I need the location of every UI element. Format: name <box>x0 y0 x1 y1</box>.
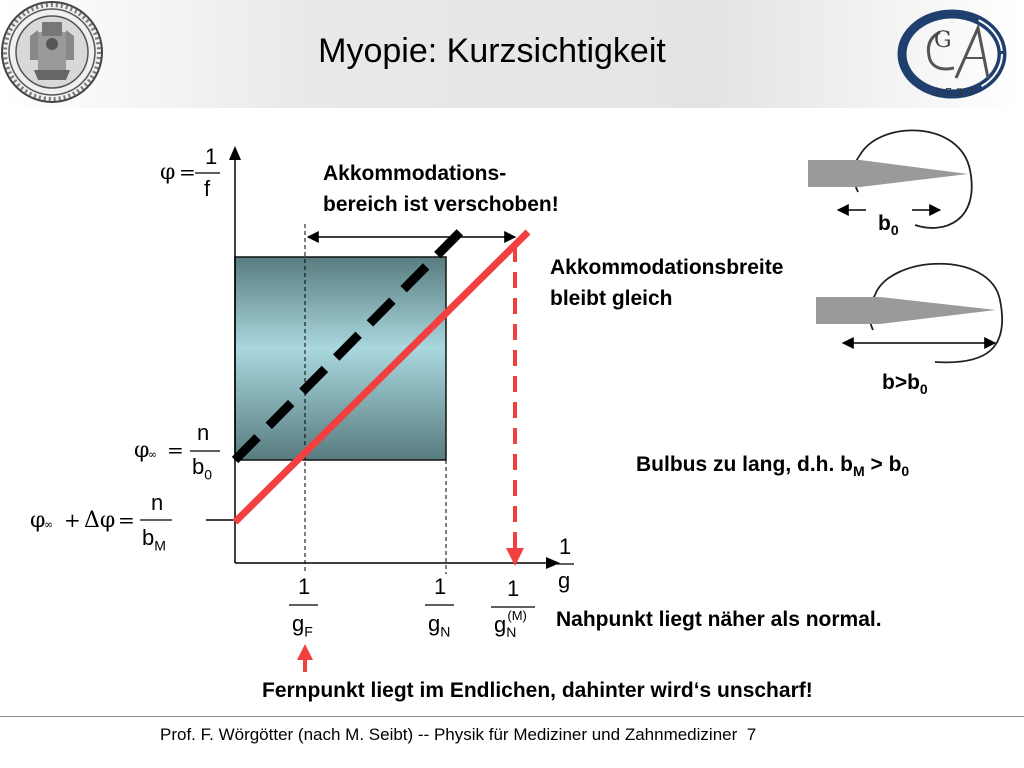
footer-text: Prof. F. Wörgötter (nach M. Seibt) -- Physik für Mediziner und Zahnmediziner <box>160 725 738 744</box>
page-number: 7 <box>746 725 757 744</box>
tick-gn-denominator: $g_N$ <box>428 611 451 640</box>
shift-annotation <box>323 158 559 220</box>
tick-gf-denominator: $g_F$ <box>292 611 313 640</box>
normal-eye-label: $b_0$ <box>878 212 899 239</box>
footer <box>160 725 756 745</box>
normal-eye-beam <box>808 160 968 187</box>
width-annotation-line1: Akkommodationsbreite <box>550 256 784 279</box>
phi-shift-subscript: ∞ <box>44 518 54 531</box>
phi-shift-plus: + <box>64 508 81 532</box>
far-point-arrow-icon <box>297 644 313 660</box>
y-axis-arrow-icon <box>229 146 241 160</box>
near-point-annotation: Nahpunkt liegt näher als normal. <box>556 608 882 631</box>
phi-shift-numerator: n <box>151 490 164 515</box>
phi-inf-subscript: ∞ <box>148 448 158 461</box>
width-annotation <box>550 252 783 314</box>
long-eye-beam <box>816 297 996 324</box>
footer-divider <box>0 716 1024 717</box>
bulbus-annotation: Bulbus zu lang, d.h. $b_M > b_0$ <box>636 453 910 480</box>
phi-shift-equals: = <box>118 508 135 532</box>
phi-shift-symbol: φ <box>30 508 46 533</box>
phi-inf-equals: = <box>167 438 184 462</box>
shift-annotation-line1: Akkommodations- <box>323 162 507 185</box>
x-axis-numerator: 1 <box>559 534 572 559</box>
phi-inf-numerator: n <box>197 420 210 445</box>
tick-gnm-numerator: 1 <box>507 576 520 601</box>
long-eye-label: $b>b_0$ <box>882 371 928 398</box>
tick-gn-numerator: 1 <box>434 574 447 599</box>
phi-inf-denominator: $b_0$ <box>192 454 213 483</box>
y-axis-equals: = <box>179 160 196 184</box>
slide-title: Myopie: Kurzsichtigkeit <box>318 32 666 70</box>
phi-shift-delta: Δφ <box>84 508 116 533</box>
y-axis-denominator: f <box>204 176 211 201</box>
y-axis-numerator: 1 <box>205 144 218 169</box>
tick-gnm-denominator: $g_N^{(M)}$ <box>494 608 527 640</box>
far-point-annotation: Fernpunkt liegt im Endlichen, dahinter wird‘s unscharf! <box>262 679 813 702</box>
tick-gf-numerator: 1 <box>298 574 311 599</box>
y-axis-phi-symbol: φ <box>160 160 176 185</box>
logo-letter-g: G <box>934 28 952 53</box>
x-axis-denominator: g <box>558 568 571 593</box>
width-annotation-line2: bleibt gleich <box>550 287 673 310</box>
phi-shift-denominator: $b_M$ <box>142 525 166 554</box>
phi-inf-symbol: φ <box>134 438 150 463</box>
shift-annotation-line2: bereich ist verschoben! <box>323 193 559 216</box>
logo-year: 1737 <box>934 86 978 99</box>
